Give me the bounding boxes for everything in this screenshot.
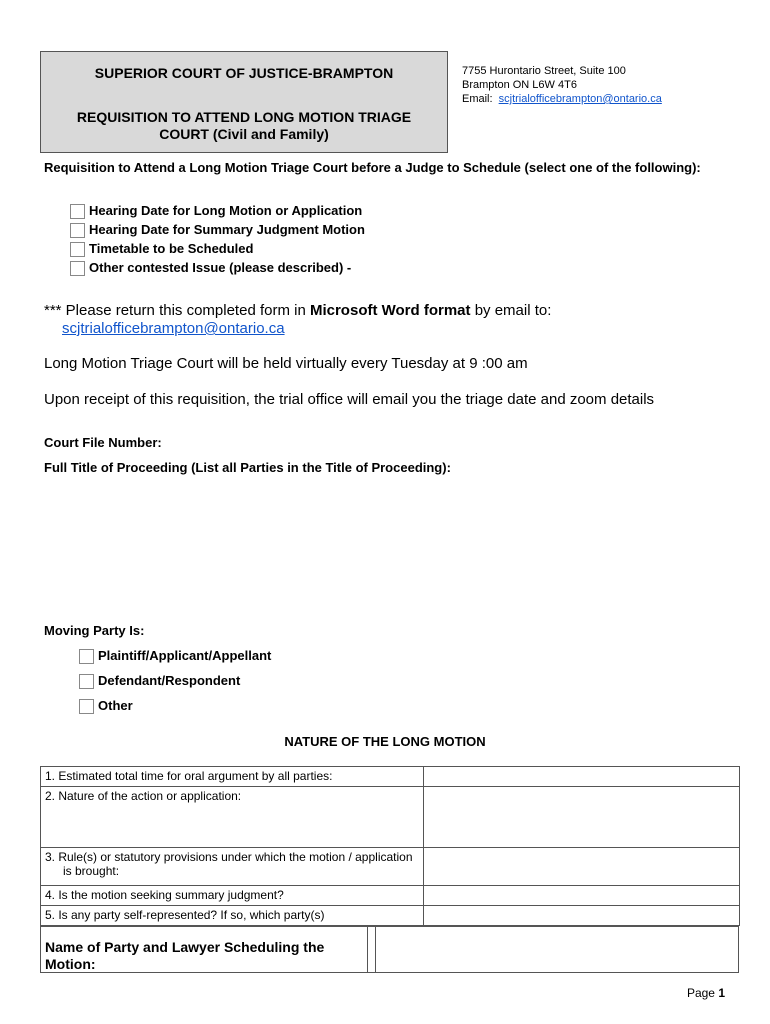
court-name: SUPERIOR COURT OF JUSTICE-BRAMPTON xyxy=(94,65,394,81)
full-title-label: Full Title of Proceeding (List all Parties in the Title of Proceeding): xyxy=(44,460,451,475)
return-email-link[interactable]: scjtrialofficebrampton@ontario.ca xyxy=(62,320,285,337)
nature-answer-cell[interactable] xyxy=(424,787,740,848)
form-header-box xyxy=(40,51,448,153)
address-line1: 7755 Hurontario Street, Suite 100 xyxy=(462,65,626,77)
moving-party-options xyxy=(79,646,271,721)
checkbox[interactable] xyxy=(70,204,85,219)
table-row xyxy=(41,906,740,926)
nature-answer-cell[interactable] xyxy=(424,886,740,906)
nature-question: 4. Is the motion seeking summary judgment? xyxy=(41,886,424,906)
requisition-option[interactable]: Timetable to be Scheduled xyxy=(70,239,365,258)
table-row xyxy=(41,848,740,886)
checkbox[interactable] xyxy=(79,674,94,689)
moving-party-option[interactable]: Plaintiff/Applicant/Appellant xyxy=(79,646,271,671)
table-row xyxy=(41,886,740,906)
requisition-option[interactable]: Hearing Date for Summary Judgment Motion xyxy=(70,220,365,239)
nature-question: 1. Estimated total time for oral argument by all parties: xyxy=(41,767,424,787)
requisition-option[interactable]: Hearing Date for Long Motion or Application xyxy=(70,201,365,220)
schedule-note: Long Motion Triage Court will be held virtually every Tuesday at 9 :00 am xyxy=(44,355,528,372)
address-email-row xyxy=(462,92,662,106)
page-number: Page 1 xyxy=(686,986,725,1000)
nature-heading: NATURE OF THE LONG MOTION xyxy=(284,734,486,749)
requisition-options xyxy=(70,201,365,277)
table-row xyxy=(41,767,740,787)
scheduling-party-box xyxy=(40,926,739,973)
form-title-line1: REQUISITION TO ATTEND LONG MOTION TRIAGE xyxy=(76,109,412,125)
court-file-number-label: Court File Number: xyxy=(44,435,162,450)
return-instruction: *** Please return this completed form in Microsoft Word format by email to: xyxy=(44,302,552,319)
nature-question: 3. Rule(s) or statutory provisions under which the motion / application is brought: xyxy=(41,848,424,886)
table-row xyxy=(41,787,740,848)
checkbox[interactable] xyxy=(79,649,94,664)
checkbox[interactable] xyxy=(70,261,85,276)
address-line2: Brampton ON L6W 4T6 xyxy=(462,79,577,91)
checkbox[interactable] xyxy=(70,223,85,238)
scheduling-party-label: Name of Party and Lawyer Scheduling the Motion: xyxy=(45,939,325,972)
address-email-link[interactable]: scjtrialofficebrampton@ontario.ca xyxy=(498,93,662,105)
nature-question: 2. Nature of the action or application: xyxy=(41,787,424,848)
moving-party-option[interactable]: Other xyxy=(79,696,271,721)
requisition-intro: Requisition to Attend a Long Motion Triage Court before a Judge to Schedule (select one of the following): xyxy=(44,160,701,175)
checkbox[interactable] xyxy=(79,699,94,714)
email-label: Email: xyxy=(462,93,493,105)
divider xyxy=(375,927,376,972)
nature-answer-cell[interactable] xyxy=(424,848,740,886)
receipt-note: Upon receipt of this requisition, the trial office will email you the triage date and zoom details xyxy=(44,391,655,408)
nature-question: 5. Is any party self-represented? If so, which party(s) xyxy=(41,906,424,926)
court-address xyxy=(462,64,662,106)
moving-party-label: Moving Party Is: xyxy=(44,623,145,638)
requisition-option[interactable]: Other contested Issue (please described) - xyxy=(70,258,365,277)
nature-answer-cell[interactable] xyxy=(424,906,740,926)
nature-table xyxy=(40,766,740,926)
moving-party-option[interactable]: Defendant/Respondent xyxy=(79,671,271,696)
checkbox[interactable] xyxy=(70,242,85,257)
nature-answer-cell[interactable] xyxy=(424,767,740,787)
form-title-line2: COURT (Civil and Family) xyxy=(159,126,329,142)
divider xyxy=(367,927,368,972)
